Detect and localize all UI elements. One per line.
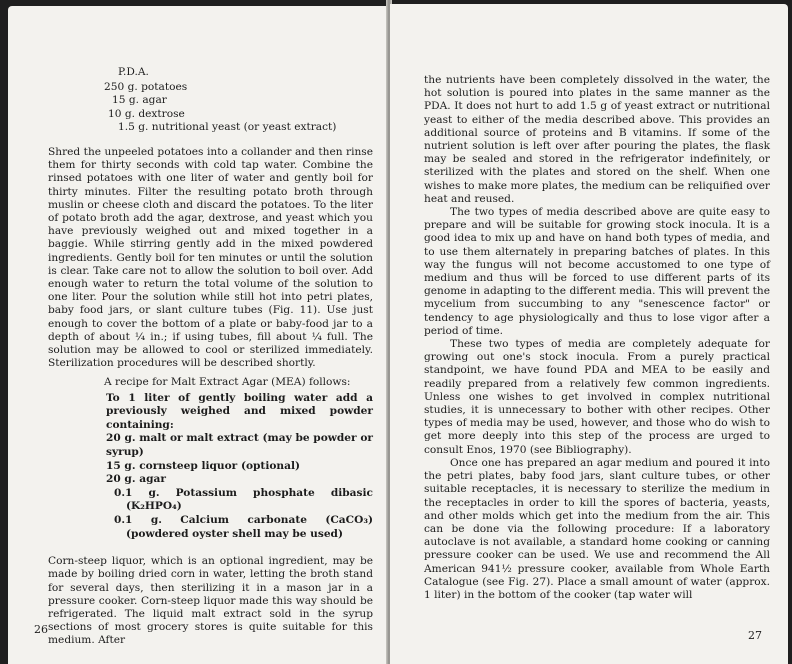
- page-number-left: 26: [34, 623, 48, 636]
- mea-recipe: [106, 392, 373, 542]
- left-page: [8, 6, 388, 664]
- pda-ingredient: 15 g. agar: [112, 94, 167, 107]
- paragraph: the nutrients have been completely dissolved in the water, the hot solution is poured into plates in the same manner as the PDA. It does not hurt to add 1.5 g of yeast extract or nutritional yeast to either of the media described above. This provides an additional source of proteins and B vitamins. If some of the nutrient solution is left over after pouring the plates, the flask may be sealed and stored in the refrigerator indefinitely, or sterilized with the plates and stored on the shelf. When one wishes to make more plates, the medium can be reliquified over heat and reused.: [424, 74, 770, 205]
- mea-ingredient: 0.1 g. Calcium carbonate (CaCO₃) (powdered oyster shell may be used): [114, 514, 373, 540]
- pda-ingredient: 1.5 g. nutritional yeast (or yeast extract): [118, 120, 337, 133]
- corn-steep-paragraph: Corn-steep liquor, which is an optional ingredient, may be made by boiling dried corn in water, letting the broth stand for several days, then sterilizing it in a mason jar in a pressure cooker. Corn-steep liquor made this way should be refrigerated. The liquid malt extract sold in the syrup sections of most grocery stores is quite suitable for this medium. After: [48, 555, 373, 647]
- mea-intro: A recipe for Malt Extract Agar (MEA) follows:: [104, 376, 351, 389]
- mea-ingredient: 0.1 g. Potassium phosphate dibasic (K₂HPO₄): [114, 486, 373, 513]
- mea-ingredient: 20 g. agar: [106, 473, 166, 486]
- pda-instructions: Shred the unpeeled potatoes into a collander and then rinse them for thirty seconds with cold tap water. Combine the rinsed potatoes with one liter of water and gently boil for thirty minutes. Filter the resulting potato broth through muslin or cheese cloth and discard the potatoes. To the liter of potato broth add the agar, dextrose, and yeast which you have previously weighed out and mixed together in a baggie. While stirring gently add in the mixed powdered ingredients. Gently boil for ten minutes or until the solution is clear. Take care not to allow the solution to boil over. Add enough water to return the total volume of the solution to one liter. Pour the solution while still hot into petri plates, baby food jars, or slant culture tubes (Fig. 11). Use just enough to cover the bottom of a plate or baby-food jar to a depth of about ¼ in.; if using tubes, fill about ¼ full. The solution may be allowed to cool or sterilized immediately. Sterilization procedures will be described shortly.: [48, 146, 373, 370]
- paragraph: The two types of media described above are quite easy to prepare and will be suitable for growing stock inocula. It is a good idea to mix up and have on hand both types of media, and to use them alternately in preparing batches of plates. In this way the fungus will not become accustomed to one type of medium and thus will be forced to use different parts of its genome in adapting to the different media. This will prevent the mycelium from succumbing to any "senescence factor" or tendency to age physiologically and thus to lose vigor after a period of time.: [424, 206, 770, 337]
- mea-ingredient: 15 g. cornsteep liquor (optional): [106, 459, 301, 472]
- right-page-text: [424, 74, 770, 602]
- mea-ingredient: 20 g. malt or malt extract (may be powder or syrup): [106, 432, 373, 459]
- paragraph: These two types of media are completely adequate for growing out one's stock inocula. From a purely practical standpoint, we have found PDA and MEA to be easily and readily prepared from a relatively few common ingredients. Unless one wishes to get involved in complex nutritional studies, it is unnecessary to bother with other recipes. Other types of media may be used, however, and those who do wish to get more deeply into this step of the process are urged to consult Enos, 1970 (see Bibliography).: [424, 338, 770, 456]
- paragraph: Once one has prepared an agar medium and poured it into the petri plates, baby food jars, slant culture tubes, or other suitable receptacles, it is necessary to sterilize the medium in the receptacles in order to kill the spores of bacteria, yeasts, and other molds which get into the medium from the air. This can be done via the following procedure: If a laboratory autoclave is not available, a standard home cooking or canning pressure cooker can be used. We use and recommend the All American 941½ pressure cooker, available from Whole Earth Catalogue (see Fig. 27). Place a small amount of water (approx. 1 liter) in the bottom of the cooker (tap water will: [424, 456, 770, 601]
- mea-lead: To 1 liter of gently boiling water add a previously weighed and mixed powder containing:: [106, 391, 373, 431]
- page-number-right: 27: [748, 629, 762, 642]
- left-page-text: [48, 66, 373, 648]
- pda-ingredient: 250 g. potatoes: [104, 81, 188, 94]
- right-page: [390, 4, 788, 664]
- pda-recipe-title: P.D.A.: [118, 66, 149, 78]
- pda-ingredient: 10 g. dextrose: [108, 107, 185, 120]
